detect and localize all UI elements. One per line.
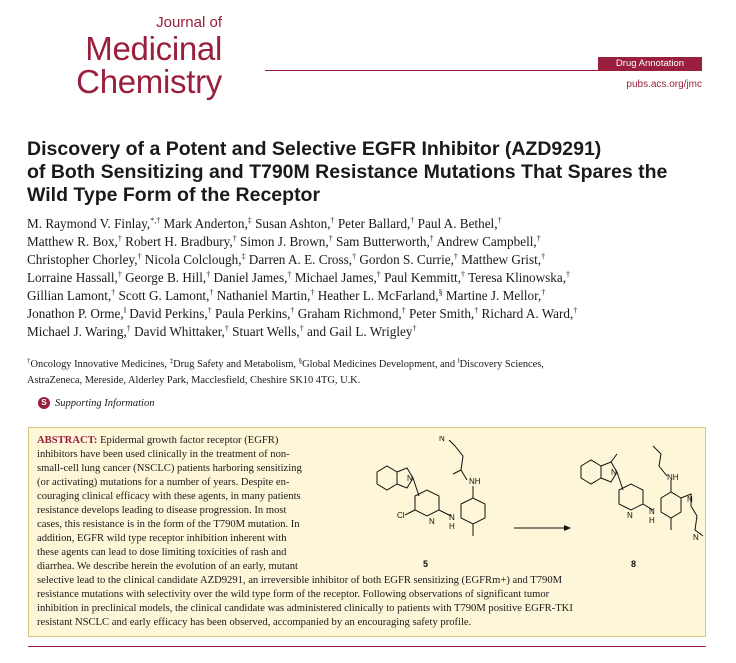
affiliation-text: Global Medicines Development, and <box>302 359 458 370</box>
author-affiliation-mark: † <box>566 270 571 279</box>
author-name[interactable]: Paul Kemmitt, <box>384 270 462 285</box>
author-affiliation-mark: † <box>137 252 142 261</box>
author-name[interactable]: Matthew Grist, <box>461 252 542 267</box>
atom-label: NH <box>469 477 481 486</box>
author-affiliation-mark: † <box>209 288 214 297</box>
author-line <box>27 323 717 341</box>
abstract-line: resistant NSCLC and early efficacy has been observed, accompanied by an encouraging safety profile. <box>37 617 472 628</box>
abstract-line: cases, this resistance is in the form of the T790M mutation. In <box>37 519 300 530</box>
author-affiliation-mark: † <box>207 306 212 315</box>
author-affiliation-mark: † <box>328 234 333 243</box>
atom-label: N <box>687 495 693 504</box>
arrow-head <box>564 525 571 531</box>
author-name[interactable]: M. Raymond V. Finlay, <box>27 216 151 231</box>
abstract-line: selective lead to the clinical candidate AZD9291, an irreversible inhibitor of both EGFR sensitizing (EGFRm+) and T790M <box>37 575 563 586</box>
author-name[interactable]: Daniel James, <box>213 270 288 285</box>
abstract-line: addition, EGFR wild type receptor inhibition inherent with <box>37 533 287 544</box>
bottom-rule <box>28 646 706 647</box>
author-affiliation-mark: † <box>330 216 335 225</box>
author-name[interactable]: Teresa Klinowska, <box>468 270 567 285</box>
author-affiliation-mark: *,† <box>150 216 161 225</box>
author-affiliation-mark: † <box>310 288 315 297</box>
author-name[interactable]: Peter Smith, <box>409 306 475 321</box>
abstract-first-line: Epidermal growth factor receptor (EGFR) <box>97 435 279 446</box>
author-name[interactable]: Heather L. McFarland, <box>317 288 439 303</box>
bond <box>617 472 623 490</box>
author-name[interactable]: Andrew Campbell, <box>436 234 537 249</box>
author-name[interactable]: Paula Perkins, <box>214 306 291 321</box>
author-affiliation-mark: † <box>497 216 502 225</box>
compound-label: 8 <box>631 559 637 569</box>
author-affiliation-mark: † <box>461 270 466 279</box>
pyrimidine-ring <box>415 490 439 516</box>
abstract-line: resistance develops leading to disease progression. In most <box>37 505 287 516</box>
author-name[interactable]: Richard A. Ward, <box>481 306 574 321</box>
author-name[interactable]: Susan Ashton, <box>255 216 331 231</box>
abstract-line: couraging clinical efficacy with these agents, in many patients <box>37 491 301 502</box>
author-name[interactable]: Christopher Chorley, <box>27 252 138 267</box>
author-affiliation-mark: ‡ <box>241 252 246 261</box>
abstract-line: diarrhea. We describe herein the evolution of an early, mutant <box>37 561 298 572</box>
section-tag: Drug Annotation <box>598 57 702 71</box>
author-affiliation-mark: † <box>453 252 458 261</box>
atom-label: N <box>693 533 699 542</box>
supporting-information-link[interactable] <box>38 397 154 409</box>
atom-label: N <box>439 436 445 443</box>
side-chain <box>449 440 467 480</box>
article-title <box>27 138 717 207</box>
author-line <box>27 251 717 269</box>
affiliation-text: Oncology Innovative Medicines, <box>30 359 170 370</box>
author-name[interactable]: Robert H. Bradbury, <box>125 234 233 249</box>
atom-label: N <box>429 517 435 526</box>
pyrimidine-ring <box>619 484 643 510</box>
author-name[interactable]: and Gail L. Wrigley <box>307 324 413 339</box>
author-list <box>27 215 717 341</box>
author-affiliation-mark: ‖ <box>123 306 126 315</box>
carbonyl-bond <box>453 470 461 474</box>
affiliation-mark: ‖ <box>457 357 460 365</box>
toc-graphic <box>369 436 704 576</box>
author-line <box>27 269 717 287</box>
author-name[interactable]: Scott G. Lamont, <box>118 288 210 303</box>
abstract-line: inhibition in preclinical models, the clinical candidate was administered clinically to patients with T790M positive EGFR-TKI <box>37 603 573 614</box>
author-name[interactable]: Paul A. Bethel, <box>417 216 498 231</box>
author-affiliation-mark: † <box>224 324 229 333</box>
abstract-box <box>28 427 706 637</box>
author-affiliation-mark: § <box>438 288 443 297</box>
abstract-line: (or activating) mutations for a number of years. Despite en- <box>37 477 290 488</box>
author-affiliation-mark: † <box>117 234 122 243</box>
affiliations <box>27 357 717 389</box>
aniline-ring <box>461 498 485 524</box>
title-line: Wild Type Form of the Receptor <box>27 184 321 206</box>
author-name[interactable]: Michael J. Waring, <box>27 324 127 339</box>
author-affiliation-mark: † <box>412 324 417 333</box>
author-affiliation-mark: † <box>536 234 541 243</box>
author-name[interactable]: Simon J. Brown, <box>240 234 329 249</box>
title-line: of Both Sensitizing and T790M Resistance Mutations That Spares the <box>27 161 668 183</box>
methyl-bond <box>611 454 617 462</box>
affiliation-text: Discovery Sciences, <box>459 359 544 370</box>
atom-label: N <box>649 507 655 516</box>
abstract-line: resistance mutations with selectivity over the wild type form of the receptor. Following observations of significant tumor <box>37 589 550 600</box>
author-affiliation-mark: † <box>287 270 292 279</box>
affiliation-mark: § <box>298 357 303 365</box>
supporting-info-label: Supporting Information <box>55 397 155 409</box>
author-name[interactable]: Mark Anderton, <box>163 216 248 231</box>
author-affiliation-mark: † <box>401 306 406 315</box>
benzene-ring <box>377 466 397 490</box>
journal-name-line3: Chemistry <box>76 63 222 100</box>
journal-name-line2: Medicinal <box>85 30 222 67</box>
atom-label: Cl <box>397 511 405 520</box>
abstract-line: small-cell lung cancer (NSCLC) patients harboring sensitizing <box>37 463 302 474</box>
author-line <box>27 233 717 251</box>
author-name[interactable]: Sam Butterworth, <box>335 234 430 249</box>
author-line <box>27 215 717 233</box>
author-name[interactable]: Peter Ballard, <box>337 216 411 231</box>
journal-name-line1: Journal of <box>156 14 222 31</box>
atom-label: N <box>627 511 633 520</box>
author-name[interactable]: Lorraine Hassall, <box>27 270 118 285</box>
abstract-line: inhibitors have been used clinically in the treatment of non- <box>37 449 290 460</box>
author-affiliation-mark: † <box>232 234 237 243</box>
atom-label: H <box>449 522 455 531</box>
author-affiliation-mark: ‡ <box>247 216 252 225</box>
author-affiliation-mark: † <box>573 306 578 315</box>
author-name[interactable]: Graham Richmond, <box>297 306 402 321</box>
author-line <box>27 305 717 323</box>
author-line <box>27 287 717 305</box>
affiliation-mark: ‡ <box>169 357 174 365</box>
abstract-label: ABSTRACT: <box>37 435 98 446</box>
bond <box>413 478 419 496</box>
author-name[interactable]: Gordon S. Currie, <box>359 252 454 267</box>
author-name[interactable]: Darren A. E. Cross, <box>248 252 353 267</box>
affiliation-mark: † <box>27 357 31 365</box>
author-affiliation-mark: † <box>290 306 295 315</box>
author-affiliation-mark: † <box>410 216 415 225</box>
author-affiliation-mark: † <box>352 252 357 261</box>
benzene-ring <box>581 460 601 484</box>
compound-8-structure <box>581 446 703 536</box>
author-affiliation-mark: † <box>206 270 211 279</box>
author-affiliation-mark: † <box>117 270 122 279</box>
aniline-ring <box>661 492 681 518</box>
author-affiliation-mark: † <box>429 234 434 243</box>
author-name[interactable]: David Perkins, <box>129 306 208 321</box>
author-affiliation-mark: † <box>474 306 479 315</box>
author-name[interactable]: Michael James, <box>294 270 377 285</box>
author-affiliation-mark: † <box>111 288 116 297</box>
author-name[interactable]: Nicola Colclough, <box>144 252 242 267</box>
author-name[interactable]: Jonathon P. Orme, <box>27 306 124 321</box>
compound-label: 5 <box>423 559 429 569</box>
atom-label: H <box>649 516 655 525</box>
atom-label: N <box>449 513 455 522</box>
author-name[interactable]: Nathaniel Martin, <box>216 288 311 303</box>
affiliation-text: Drug Safety and Metabolism, <box>173 359 299 370</box>
author-name[interactable]: George B. Hill, <box>125 270 207 285</box>
affiliation-line-1 <box>27 357 717 373</box>
author-name[interactable]: Stuart Wells, <box>232 324 300 339</box>
supporting-info-icon: S <box>38 397 50 409</box>
author-name[interactable]: David Whittaker, <box>134 324 225 339</box>
journal-logo <box>62 14 222 98</box>
atom-label: N <box>611 468 617 477</box>
author-name[interactable]: Matthew R. Box, <box>27 234 118 249</box>
journal-url[interactable]: pubs.acs.org/jmc <box>626 79 702 90</box>
affiliation-line-2: AstraZeneca, Mereside, Alderley Park, Macclesfield, Cheshire SK10 4TG, U.K. <box>27 375 361 386</box>
author-name[interactable]: Martine J. Mellor, <box>445 288 542 303</box>
atom-label: NH <box>667 473 679 482</box>
author-affiliation-mark: † <box>299 324 304 333</box>
author-name[interactable]: Gillian Lamont, <box>27 288 112 303</box>
acrylamide-chain <box>653 446 667 476</box>
abstract-line: these agents can lead to dose limiting toxicities of rash and <box>37 547 287 558</box>
author-affiliation-mark: † <box>541 252 546 261</box>
atom-label: N <box>407 474 413 483</box>
bond <box>405 510 415 515</box>
author-affiliation-mark: † <box>376 270 381 279</box>
title-line: Discovery of a Potent and Selective EGFR Inhibitor (AZD9291) <box>27 138 602 160</box>
author-affiliation-mark: † <box>126 324 131 333</box>
author-affiliation-mark: † <box>541 288 546 297</box>
